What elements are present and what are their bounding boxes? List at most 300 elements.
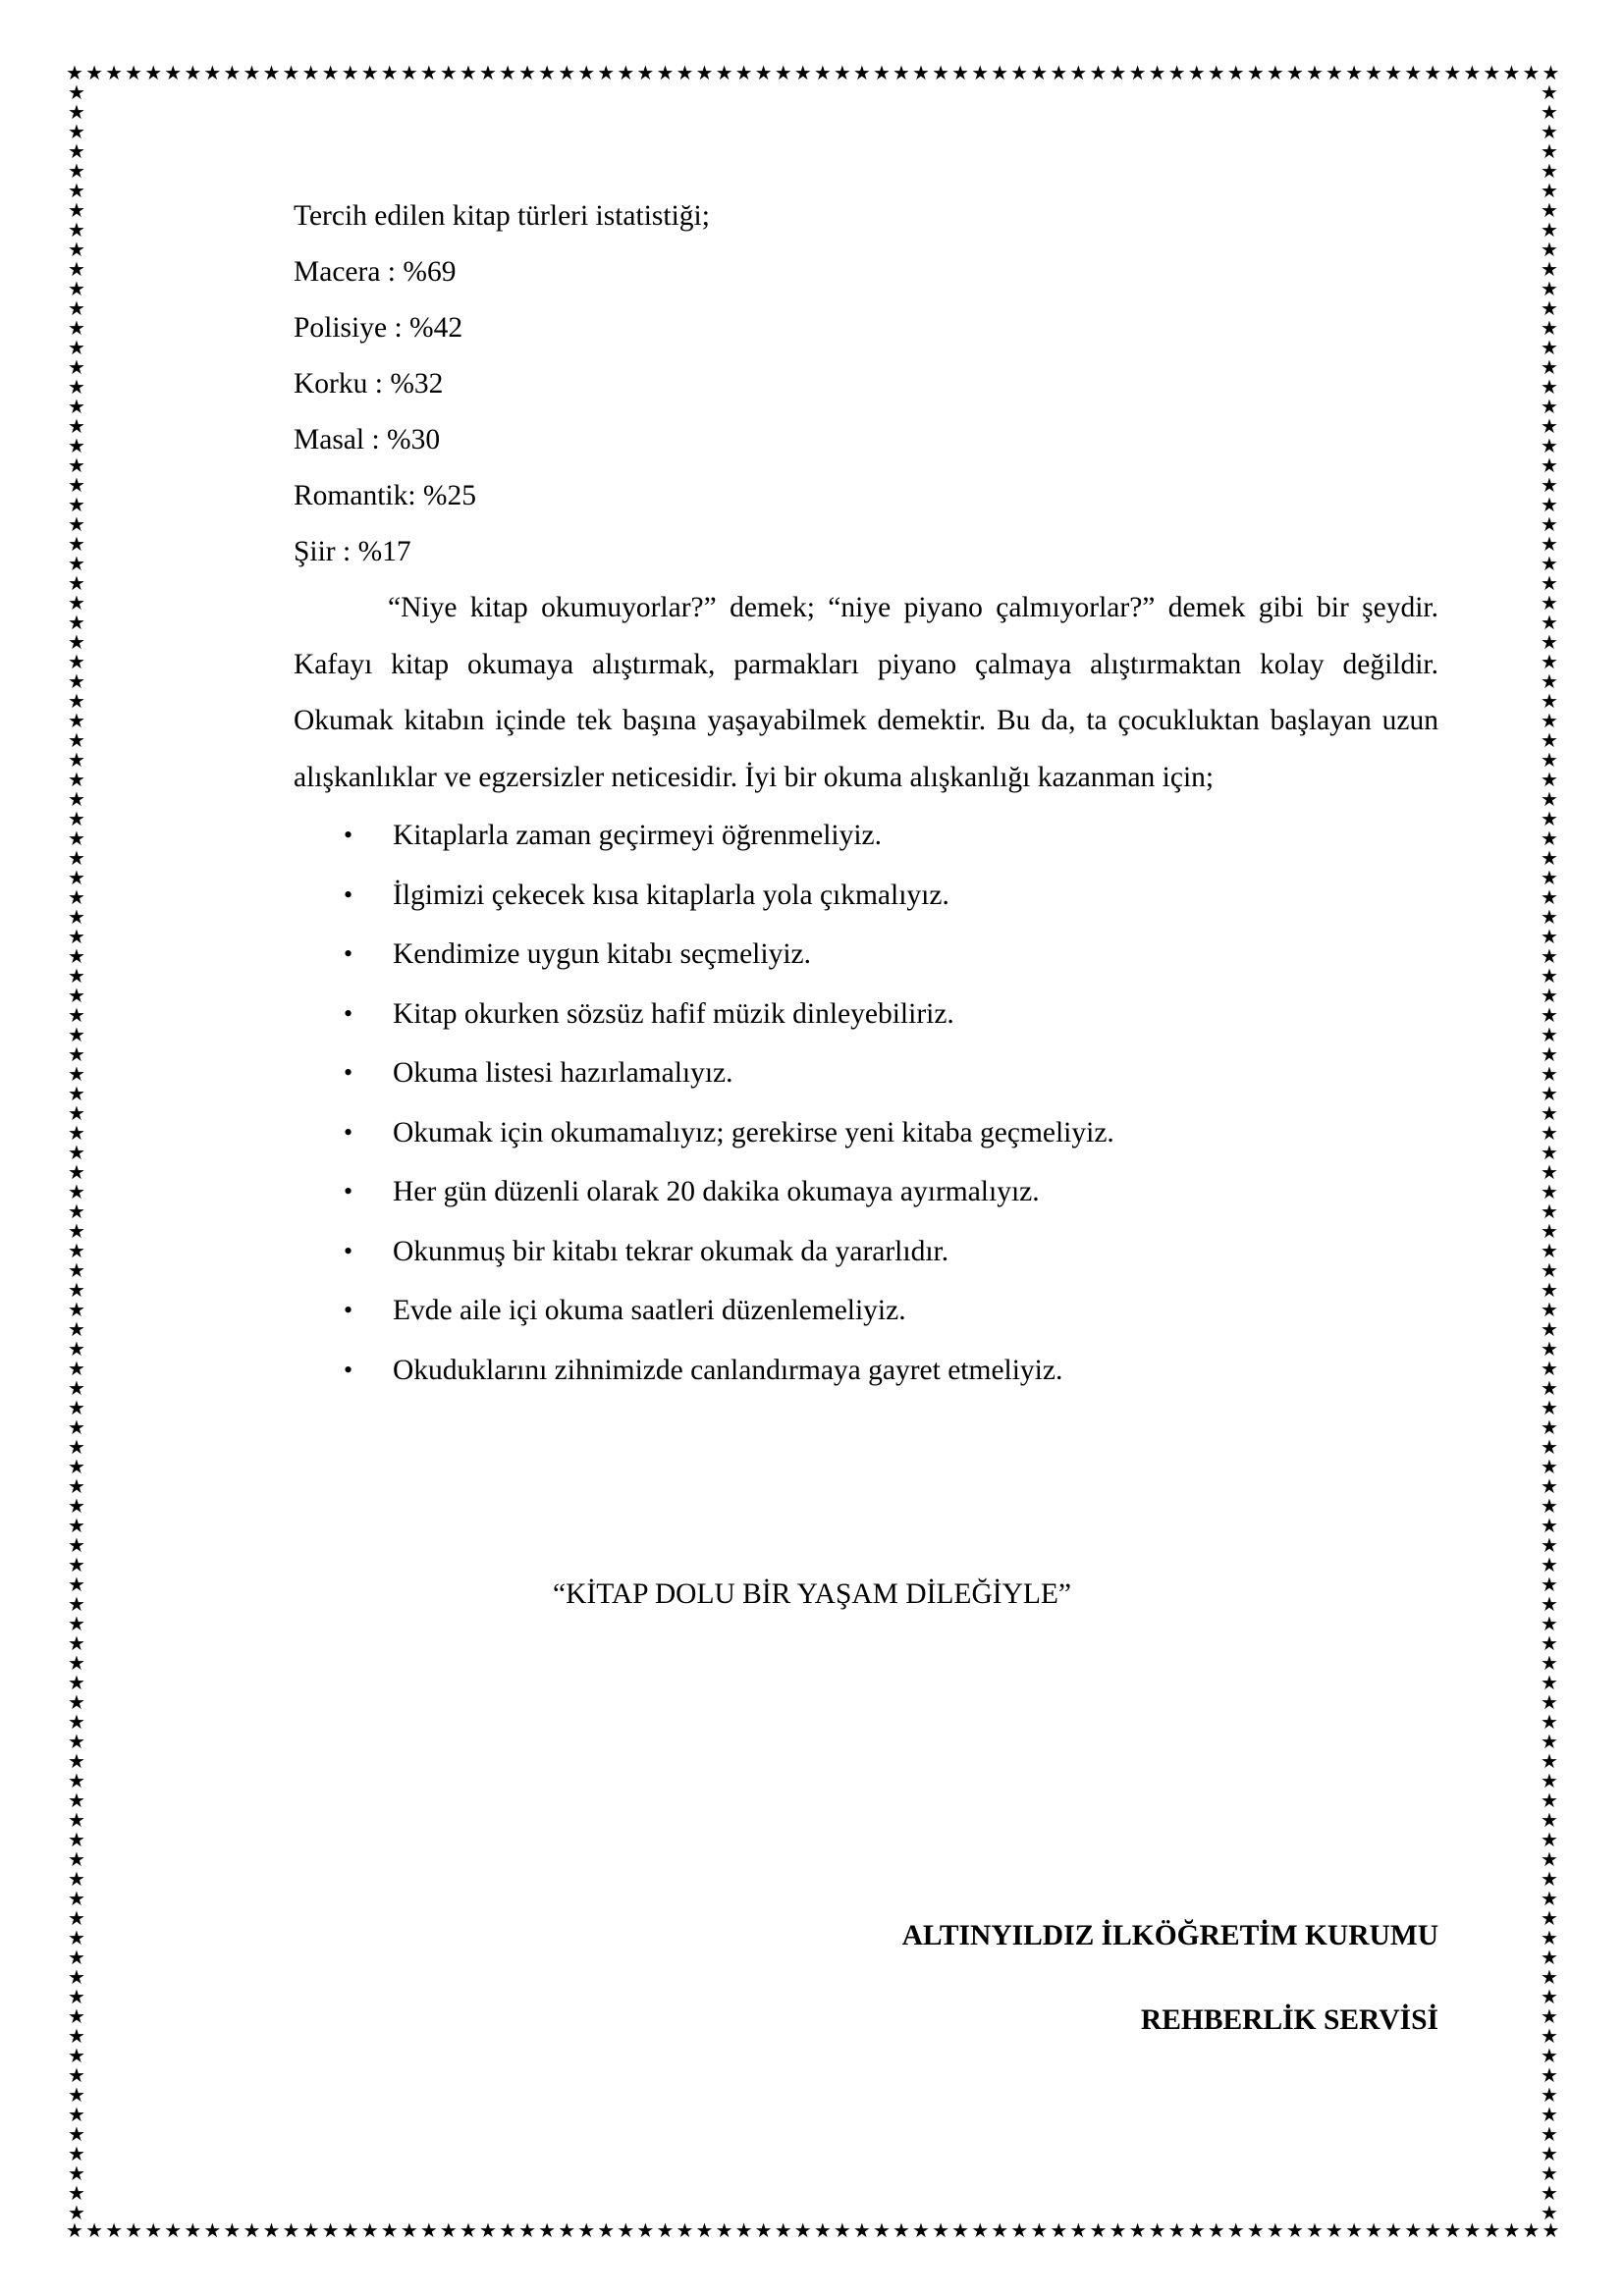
star-icon: ★ <box>125 63 143 84</box>
star-icon: ★ <box>991 2220 1009 2242</box>
tips-list <box>294 806 1438 1400</box>
star-icon: ★ <box>1226 63 1245 84</box>
star-icon: ★ <box>1384 63 1403 84</box>
star-icon: ★ <box>184 63 202 84</box>
star-icon: ★ <box>1305 63 1324 84</box>
star-icon: ★ <box>1541 1239 1558 1262</box>
star-icon: ★ <box>656 63 675 84</box>
star-icon: ★ <box>105 2220 124 2242</box>
star-icon: ★ <box>68 1965 85 1989</box>
star-icon: ★ <box>68 611 85 634</box>
star-icon: ★ <box>1541 768 1558 791</box>
star-icon: ★ <box>68 179 85 202</box>
star-icon: ★ <box>1541 218 1558 241</box>
star-icon: ★ <box>1010 2220 1029 2242</box>
star-icon: ★ <box>1050 63 1068 84</box>
star-icon: ★ <box>1050 2220 1068 2242</box>
star-icon: ★ <box>203 2220 222 2242</box>
star-icon: ★ <box>1109 63 1127 84</box>
star-icon: ★ <box>68 1160 85 1184</box>
star-icon: ★ <box>68 238 85 261</box>
star-icon: ★ <box>1541 807 1558 830</box>
star-icon: ★ <box>1109 2220 1127 2242</box>
star-icon: ★ <box>1541 1062 1558 1086</box>
star-icon: ★ <box>1541 257 1558 281</box>
star-icon: ★ <box>68 2201 85 2220</box>
star-icon: ★ <box>1541 1612 1558 1635</box>
star-icon: ★ <box>1384 2220 1403 2242</box>
star-icon: ★ <box>459 63 477 84</box>
star-icon: ★ <box>1541 689 1558 713</box>
star-icon: ★ <box>68 827 85 850</box>
star-icon: ★ <box>1541 611 1558 634</box>
star-icon: ★ <box>85 2220 104 2242</box>
star-icon: ★ <box>676 63 694 84</box>
star-icon: ★ <box>1285 2220 1304 2242</box>
star-icon: ★ <box>1365 2220 1383 2242</box>
star-icon: ★ <box>518 63 537 84</box>
bullet-icon: • <box>344 1236 353 1265</box>
star-icon: ★ <box>68 2142 85 2165</box>
star-border-top <box>65 63 1561 86</box>
star-icon: ★ <box>912 63 930 84</box>
star-icon: ★ <box>1541 512 1558 536</box>
star-icon: ★ <box>793 2220 812 2242</box>
star-icon: ★ <box>282 63 300 84</box>
star-icon: ★ <box>1541 1730 1558 1753</box>
star-icon: ★ <box>1541 1926 1558 1949</box>
star-icon: ★ <box>1541 787 1558 811</box>
star-icon: ★ <box>68 709 85 732</box>
star-icon: ★ <box>1226 2220 1245 2242</box>
star-icon: ★ <box>1541 1298 1558 1321</box>
star-icon: ★ <box>1207 63 1225 84</box>
star-icon: ★ <box>852 63 871 84</box>
star-icon: ★ <box>243 63 261 84</box>
star-icon: ★ <box>144 2220 163 2242</box>
star-icon: ★ <box>813 2220 832 2242</box>
star-icon: ★ <box>1541 139 1558 163</box>
bullet-icon: • <box>344 880 353 909</box>
star-icon: ★ <box>1541 1631 1558 1655</box>
star-icon: ★ <box>68 414 85 438</box>
star-icon: ★ <box>1541 179 1558 202</box>
star-icon: ★ <box>1541 1200 1558 1223</box>
star-icon: ★ <box>144 63 163 84</box>
list-item <box>294 806 1438 866</box>
star-icon: ★ <box>872 63 891 84</box>
star-icon: ★ <box>1541 748 1558 772</box>
star-icon: ★ <box>164 63 183 84</box>
bullet-icon: • <box>344 1355 353 1384</box>
star-icon: ★ <box>1541 473 1558 497</box>
star-icon: ★ <box>558 2220 576 2242</box>
star-icon: ★ <box>68 1808 85 1832</box>
star-icon: ★ <box>68 296 85 320</box>
star-icon: ★ <box>68 100 85 124</box>
star-icon: ★ <box>68 1769 85 1792</box>
star-icon: ★ <box>715 2220 733 2242</box>
star-icon: ★ <box>341 63 359 84</box>
star-icon: ★ <box>68 257 85 281</box>
star-icon: ★ <box>321 2220 340 2242</box>
star-icon: ★ <box>1541 1435 1558 1459</box>
star-icon: ★ <box>68 846 85 870</box>
star-icon: ★ <box>1541 2044 1558 2067</box>
star-icon: ★ <box>68 198 85 222</box>
star-icon: ★ <box>1424 2220 1442 2242</box>
star-border-right <box>1538 82 1561 2220</box>
star-icon: ★ <box>1443 63 1462 84</box>
star-icon: ★ <box>203 63 222 84</box>
star-icon: ★ <box>656 2220 675 2242</box>
star-icon: ★ <box>1541 866 1558 889</box>
star-icon: ★ <box>68 885 85 909</box>
bullet-icon: • <box>344 1117 353 1147</box>
star-icon: ★ <box>1030 2220 1049 2242</box>
star-icon: ★ <box>1541 1749 1558 1773</box>
star-icon: ★ <box>68 159 85 183</box>
star-icon: ★ <box>1266 63 1284 84</box>
star-icon: ★ <box>1167 63 1186 84</box>
star-icon: ★ <box>617 63 635 84</box>
star-icon: ★ <box>321 63 340 84</box>
star-icon: ★ <box>1541 414 1558 438</box>
star-icon: ★ <box>68 1749 85 1773</box>
star-icon: ★ <box>68 2103 85 2126</box>
star-icon: ★ <box>932 2220 950 2242</box>
star-icon: ★ <box>538 63 557 84</box>
star-icon: ★ <box>68 2162 85 2185</box>
star-icon: ★ <box>68 768 85 791</box>
star-icon: ★ <box>68 1435 85 1459</box>
stat-item-macera: Macera : %69 <box>294 256 457 288</box>
list-item <box>294 1341 1438 1401</box>
star-icon: ★ <box>68 807 85 830</box>
star-icon: ★ <box>1541 2004 1558 2028</box>
stats-list <box>294 244 1438 580</box>
star-icon: ★ <box>68 512 85 536</box>
star-icon: ★ <box>1030 63 1049 84</box>
star-icon: ★ <box>68 395 85 418</box>
star-icon: ★ <box>360 63 379 84</box>
star-icon: ★ <box>734 2220 753 2242</box>
star-icon: ★ <box>68 669 85 693</box>
star-icon: ★ <box>68 1514 85 1537</box>
star-icon: ★ <box>419 2220 438 2242</box>
star-icon: ★ <box>793 63 812 84</box>
star-icon: ★ <box>68 1592 85 1616</box>
star-icon: ★ <box>1541 905 1558 929</box>
star-icon: ★ <box>1541 925 1558 948</box>
star-icon: ★ <box>68 355 85 379</box>
star-icon: ★ <box>1207 2220 1225 2242</box>
star-icon: ★ <box>68 120 85 143</box>
star-icon: ★ <box>577 2220 596 2242</box>
list-item <box>294 925 1438 985</box>
list-item-text: Kitap okurken sözsüz hafif müzik dinleyebiliriz. <box>393 997 954 1030</box>
star-icon: ★ <box>68 1533 85 1557</box>
star-icon: ★ <box>68 1200 85 1223</box>
bullet-icon: • <box>344 939 353 968</box>
bullet-icon: • <box>344 821 353 849</box>
closing-motto: “KİTAP DOLU BİR YAŞAM DİLEĞİYLE” <box>552 1578 1072 1610</box>
star-icon: ★ <box>1541 1533 1558 1557</box>
star-icon: ★ <box>68 493 85 516</box>
star-icon: ★ <box>1541 827 1558 850</box>
star-icon: ★ <box>68 1101 85 1125</box>
star-icon: ★ <box>1541 1592 1558 1616</box>
star-icon: ★ <box>499 2220 516 2242</box>
star-icon: ★ <box>68 1690 85 1714</box>
star-icon: ★ <box>1502 2220 1521 2242</box>
list-item <box>294 1222 1438 1282</box>
star-icon: ★ <box>893 63 910 84</box>
star-icon: ★ <box>1266 2220 1284 2242</box>
star-icon: ★ <box>1187 63 1206 84</box>
star-icon: ★ <box>68 1671 85 1694</box>
star-icon: ★ <box>1541 728 1558 752</box>
star-icon: ★ <box>1541 1317 1558 1341</box>
star-icon: ★ <box>1542 63 1560 84</box>
star-icon: ★ <box>68 218 85 241</box>
star-icon: ★ <box>1522 2220 1541 2242</box>
star-icon: ★ <box>1541 1710 1558 1734</box>
star-icon: ★ <box>1246 63 1265 84</box>
star-icon: ★ <box>1541 1101 1558 1125</box>
star-icon: ★ <box>68 1730 85 1753</box>
star-icon: ★ <box>1541 1023 1558 1046</box>
star-icon: ★ <box>872 2220 891 2242</box>
star-icon: ★ <box>852 2220 871 2242</box>
stat-item-korku: Korku : %32 <box>294 368 444 400</box>
star-icon: ★ <box>68 1298 85 1321</box>
star-icon: ★ <box>66 63 83 84</box>
star-icon: ★ <box>1541 1337 1558 1361</box>
star-icon: ★ <box>912 2220 930 2242</box>
star-icon: ★ <box>1541 2201 1558 2220</box>
star-icon: ★ <box>68 1219 85 1243</box>
star-icon: ★ <box>85 63 104 84</box>
star-icon: ★ <box>1541 1278 1558 1302</box>
star-icon: ★ <box>380 2220 399 2242</box>
list-item <box>294 985 1438 1044</box>
star-icon: ★ <box>68 1926 85 1949</box>
star-icon: ★ <box>499 63 516 84</box>
star-icon: ★ <box>1541 1474 1558 1498</box>
star-icon: ★ <box>1541 669 1558 693</box>
star-icon: ★ <box>1305 2220 1324 2242</box>
star-icon: ★ <box>1541 1003 1558 1027</box>
star-icon: ★ <box>479 2220 497 2242</box>
star-icon: ★ <box>1541 1258 1558 1282</box>
star-icon: ★ <box>68 964 85 988</box>
star-icon: ★ <box>68 2044 85 2067</box>
star-icon: ★ <box>1443 2220 1462 2242</box>
star-icon: ★ <box>164 2220 183 2242</box>
star-icon: ★ <box>1541 277 1558 300</box>
list-item <box>294 866 1438 926</box>
star-icon: ★ <box>1541 1828 1558 1851</box>
star-icon: ★ <box>68 1023 85 1046</box>
star-icon: ★ <box>68 1357 85 1380</box>
star-icon: ★ <box>1502 63 1521 84</box>
star-icon: ★ <box>636 2220 655 2242</box>
star-icon: ★ <box>932 63 950 84</box>
star-icon: ★ <box>1541 434 1558 457</box>
star-icon: ★ <box>1541 1082 1558 1105</box>
star-icon: ★ <box>1541 944 1558 968</box>
star-icon: ★ <box>1541 1376 1558 1400</box>
star-icon: ★ <box>1541 1553 1558 1576</box>
star-icon: ★ <box>1541 571 1558 595</box>
star-icon: ★ <box>1541 885 1558 909</box>
list-item-text: Okuduklarını zihnimizde canlandırmaya gayret etmeliyiz. <box>393 1354 1063 1386</box>
star-icon: ★ <box>597 63 616 84</box>
star-icon: ★ <box>68 2083 85 2107</box>
bullet-icon: • <box>344 998 353 1028</box>
star-icon: ★ <box>1541 296 1558 320</box>
star-icon: ★ <box>68 2004 85 2028</box>
star-icon: ★ <box>1541 552 1558 575</box>
star-icon: ★ <box>734 63 753 84</box>
star-icon: ★ <box>1541 1769 1558 1792</box>
star-icon: ★ <box>1541 1219 1558 1243</box>
star-icon: ★ <box>68 1612 85 1635</box>
star-icon: ★ <box>1541 2181 1558 2205</box>
star-icon: ★ <box>68 1651 85 1675</box>
star-icon: ★ <box>68 984 85 1007</box>
star-icon: ★ <box>1541 100 1558 124</box>
star-icon: ★ <box>971 2220 990 2242</box>
star-icon: ★ <box>1285 63 1304 84</box>
star-icon: ★ <box>1541 709 1558 732</box>
star-icon: ★ <box>68 375 85 399</box>
star-icon: ★ <box>68 336 85 359</box>
star-icon: ★ <box>1541 984 1558 1007</box>
star-icon: ★ <box>971 63 990 84</box>
star-icon: ★ <box>1541 1690 1558 1714</box>
star-icon: ★ <box>68 689 85 713</box>
star-icon: ★ <box>68 591 85 614</box>
star-icon: ★ <box>1541 375 1558 399</box>
star-icon: ★ <box>400 2220 418 2242</box>
star-icon: ★ <box>419 63 438 84</box>
star-icon: ★ <box>68 2063 85 2087</box>
star-border-bottom <box>65 2220 1561 2244</box>
star-icon: ★ <box>68 552 85 575</box>
star-icon: ★ <box>754 2220 773 2242</box>
star-icon: ★ <box>68 866 85 889</box>
star-icon: ★ <box>1148 2220 1166 2242</box>
star-icon: ★ <box>1541 1121 1558 1145</box>
star-icon: ★ <box>1541 2142 1558 2165</box>
star-icon: ★ <box>1541 630 1558 654</box>
star-border-left <box>65 82 88 2220</box>
star-icon: ★ <box>893 2220 910 2242</box>
star-icon: ★ <box>68 1376 85 1400</box>
star-icon: ★ <box>68 1062 85 1086</box>
star-icon: ★ <box>68 532 85 556</box>
star-icon: ★ <box>68 925 85 948</box>
star-icon: ★ <box>68 1258 85 1282</box>
star-icon: ★ <box>1010 63 1029 84</box>
star-icon: ★ <box>538 2220 557 2242</box>
star-icon: ★ <box>695 2220 714 2242</box>
star-icon: ★ <box>439 63 458 84</box>
star-icon: ★ <box>1541 2103 1558 2126</box>
list-item-text: Her gün düzenli olarak 20 dakika okumaya ayırmalıyız. <box>393 1176 1040 1207</box>
star-icon: ★ <box>68 434 85 457</box>
star-icon: ★ <box>68 748 85 772</box>
star-icon: ★ <box>68 1985 85 2008</box>
star-icon: ★ <box>301 63 320 84</box>
star-icon: ★ <box>243 2220 261 2242</box>
star-icon: ★ <box>282 2220 300 2242</box>
star-icon: ★ <box>1541 2024 1558 2048</box>
stats-heading: Tercih edilen kitap türleri istatistiği; <box>294 200 710 232</box>
star-icon: ★ <box>1069 63 1088 84</box>
star-icon: ★ <box>1483 63 1501 84</box>
list-item-text: Okuma listesi hazırlamalıyız. <box>393 1057 733 1089</box>
star-icon: ★ <box>1541 316 1558 340</box>
star-icon: ★ <box>66 2220 83 2242</box>
star-icon: ★ <box>68 630 85 654</box>
star-icon: ★ <box>1483 2220 1501 2242</box>
star-icon: ★ <box>68 905 85 929</box>
star-icon: ★ <box>68 1121 85 1145</box>
star-icon: ★ <box>1365 63 1383 84</box>
star-icon: ★ <box>1541 2162 1558 2185</box>
star-icon: ★ <box>68 1710 85 1734</box>
star-icon: ★ <box>68 1828 85 1851</box>
star-icon: ★ <box>1541 1906 1558 1930</box>
star-icon: ★ <box>68 1906 85 1930</box>
list-item-text: Okumak için okumamalıyız; gerekirse yeni kitaba geçmeliyiz. <box>393 1116 1114 1148</box>
stat-item-polisiye: Polisiye : %42 <box>294 312 463 344</box>
star-icon: ★ <box>1424 63 1442 84</box>
organization-name: ALTINYILDIZ İLKÖĞRETİM KURUMU <box>901 1920 1438 1951</box>
star-icon: ★ <box>68 2181 85 2205</box>
star-icon: ★ <box>1541 82 1558 104</box>
star-icon: ★ <box>125 2220 143 2242</box>
list-item-text: Evde aile içi okuma saatleri düzenlemeliyiz. <box>393 1295 906 1326</box>
star-icon: ★ <box>636 63 655 84</box>
star-icon: ★ <box>1541 493 1558 516</box>
star-icon: ★ <box>1541 238 1558 261</box>
star-icon: ★ <box>380 63 399 84</box>
list-item-text: Kitaplarla zaman geçirmeyi öğrenmeliyiz. <box>393 820 882 851</box>
star-icon: ★ <box>68 277 85 300</box>
star-icon: ★ <box>1541 1160 1558 1184</box>
star-icon: ★ <box>68 1415 85 1439</box>
star-icon: ★ <box>68 1180 85 1203</box>
star-icon: ★ <box>695 63 714 84</box>
star-icon: ★ <box>68 454 85 477</box>
star-icon: ★ <box>1148 63 1166 84</box>
star-icon: ★ <box>68 1946 85 1969</box>
star-icon: ★ <box>1326 63 1343 84</box>
star-icon: ★ <box>1404 63 1423 84</box>
bullet-icon: • <box>344 1177 353 1205</box>
star-icon: ★ <box>68 82 85 104</box>
star-icon: ★ <box>1463 2220 1482 2242</box>
star-icon: ★ <box>1541 395 1558 418</box>
star-icon: ★ <box>68 728 85 752</box>
body-paragraph: “Niye kitap okumuyorlar?” demek; “niye piyano çalmıyorlar?” demek gibi bir şeydir. Kafayı kitap okumaya alıştırmak, parmakları piyano çalmaya alıştırmaktan kolay değildir. Okumak kitabın içinde tek başına yaşayabilmek demektir. Bu da, ta çocukluktan başlayan uzun alışkanlıklar ve egzersizler neticesidir. İyi bir okuma alışkanlığı kazanman için; <box>294 592 1438 793</box>
star-icon: ★ <box>597 2220 616 2242</box>
star-icon: ★ <box>68 1553 85 1576</box>
